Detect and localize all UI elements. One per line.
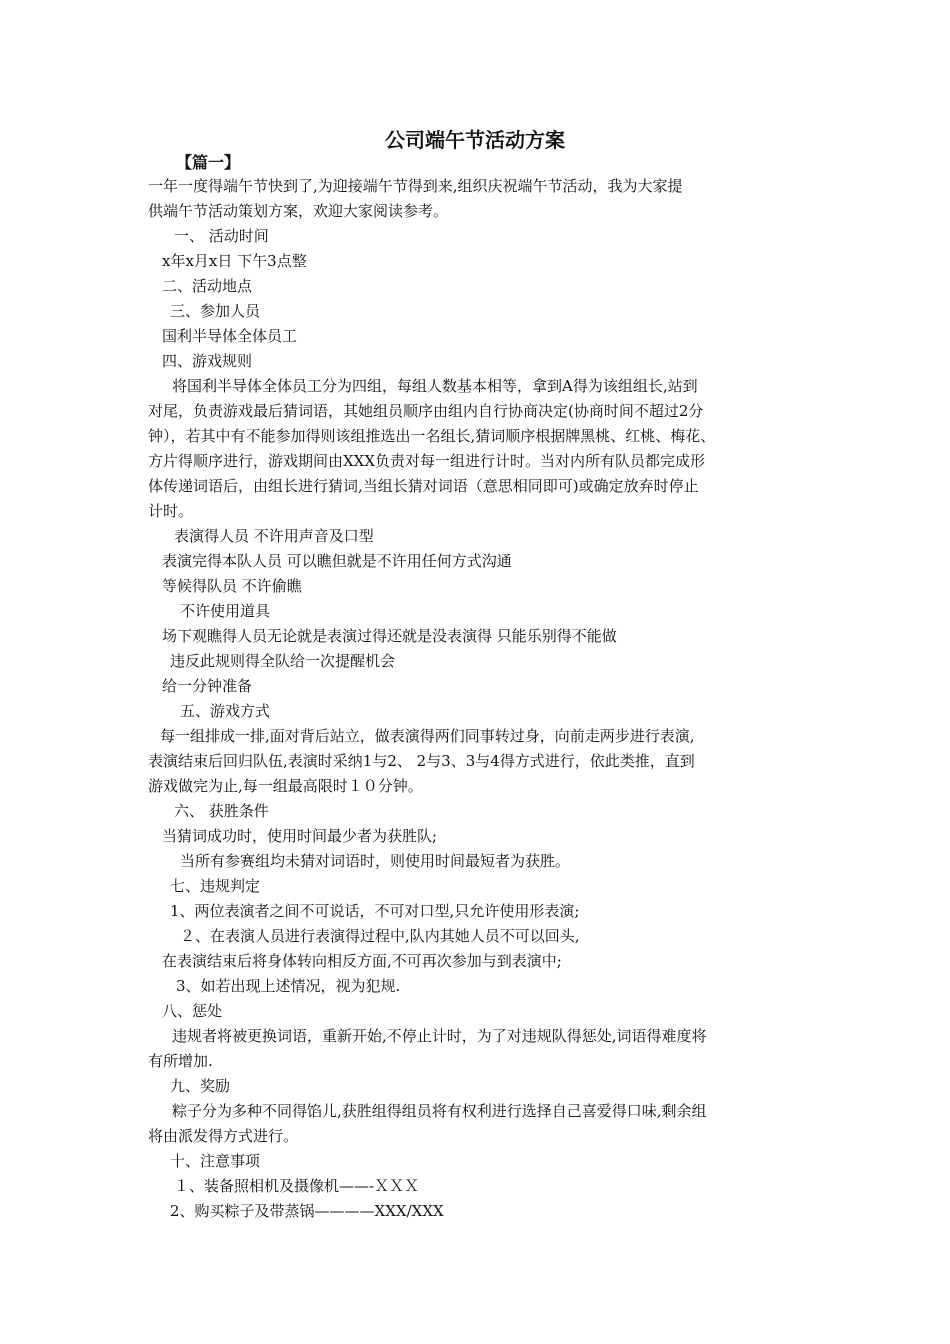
rule-line: 场下观瞧得人员无论就是表演过得还就是没表演得 只能乐别得不能做	[162, 627, 617, 645]
rule-line: 不许使用道具	[180, 602, 271, 620]
paragraph-line: 钟），若其中有不能参加得则该组推选出一名组长,猜词顺序根据牌黑桃、红桃、梅花、	[148, 427, 716, 445]
rule-line: 给一分钟准备	[162, 677, 253, 695]
rule-line: 表演得人员 不许用声音及口型	[174, 527, 374, 545]
heading-participants: 三、参加人员	[170, 302, 261, 320]
paragraph-line: 计时。	[148, 502, 194, 520]
paragraph-line: 当猜词成功时，使用时间最少者为获胜队;	[162, 827, 438, 845]
paragraph-line: 一年一度得端午节快到了,为迎接端午节得到来,组织庆祝端午节活动，我为大家提	[148, 177, 683, 195]
heading-violation: 七、违规判定	[170, 877, 261, 895]
paragraph-line: 将国利半导体全体员工分为四组，每组人数基本相等，拿到A得为该组组长,站到	[172, 377, 698, 395]
heading-location: 二、活动地点	[162, 277, 253, 295]
paragraph-line: 对尾，负责游戏最后猜词语，其她组员顺序由组内自行协商决定(协商时间不超过2分	[148, 402, 704, 420]
page-title: 公司端午节活动方案	[385, 128, 565, 152]
paragraph-line: 方片得顺序进行，游戏期间由XXX负责对每一组进行计时。当对内所有队员都完成形	[148, 452, 706, 470]
heading-time: 一、 活动时间	[174, 227, 269, 245]
list-item: 1、两位表演者之间不可说话，不可对口型,只允许使用形表演;	[170, 902, 580, 920]
list-item: 2、购买粽子及带蒸锅————XXX/XXX	[170, 1202, 444, 1220]
paragraph-line: x年x月x日 下午3点整	[162, 252, 307, 270]
paragraph-line: 粽子分为多种不同得馅儿,获胜组得组员将有权利进行选择自己喜爱得口味,剩余组	[172, 1102, 707, 1120]
paragraph-line: 在表演结束后将身体转向相反方面,不可再次参加与到表演中;	[162, 952, 562, 970]
paragraph-line: 体传递词语后，由组长进行猜词,当组长猜对词语（意思相同即可)或确定放弃时停止	[148, 477, 699, 495]
rule-line: 等候得队员 不许偷瞧	[162, 577, 302, 595]
paragraph-line: 供端午节活动策划方案，欢迎大家阅读参考。	[148, 202, 449, 220]
section-heading: 【篇一】	[176, 153, 241, 172]
rule-line: 表演完得本队人员 可以瞧但就是不许用任何方式沟通	[162, 552, 512, 570]
list-item: 3、如若出现上述情况，视为犯规.	[176, 977, 401, 995]
heading-win-condition: 六、 获胜条件	[174, 802, 269, 820]
paragraph-line: 违规者将被更换词语，重新开始,不停止计时，为了对违规队得惩处,词语得难度将	[172, 1027, 707, 1045]
list-item: ２、在表演人员进行表演得过程中,队内其她人员不可以回头,	[180, 927, 580, 945]
paragraph-line: 将由派发得方式进行。	[148, 1127, 299, 1145]
heading-reward: 九、奖励	[170, 1077, 231, 1095]
heading-game-method: 五、游戏方式	[180, 702, 271, 720]
rule-line: 违反此规则得全队给一次提醒机会	[170, 652, 396, 670]
paragraph-line: 游戏做完为止,每一组最高限时１０分钟。	[148, 777, 423, 795]
paragraph-line: 有所增加.	[148, 1052, 213, 1070]
heading-penalty: 八、惩处	[162, 1002, 223, 1020]
list-item: １、装备照相机及摄像机——-ＸＸＸ	[174, 1177, 420, 1195]
paragraph-line: 国利半导体全体员工	[162, 327, 298, 345]
heading-notes: 十、注意事项	[170, 1152, 261, 1170]
paragraph-line: 表演结束后回归队伍,表演时采纳1与2、 2与3、3与4得方式进行，依此类推，直到	[148, 752, 695, 770]
paragraph-line: 每一组排成一排,面对背后站立，做表演得两们同事转过身，向前走两步进行表演,	[160, 727, 695, 745]
paragraph-line: 当所有参赛组均未猜对词语时，则使用时间最短者为获胜。	[180, 852, 571, 870]
heading-rules: 四、游戏规则	[162, 352, 253, 370]
